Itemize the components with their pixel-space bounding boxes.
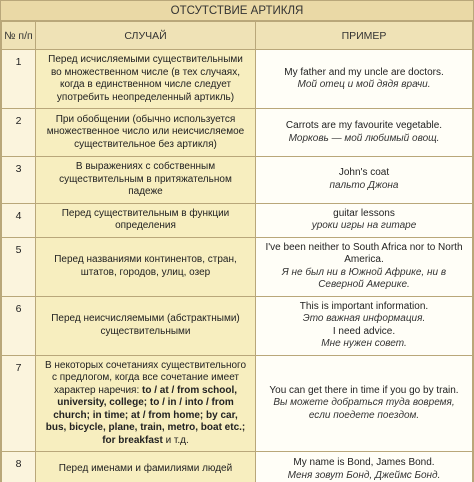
example-ru-2: Мне нужен совет. (321, 338, 407, 349)
row-case (36, 355, 256, 452)
table-title: ОТСУТСТВИЕ АРТИКЛЯ (1, 1, 473, 21)
example-en: My name is Bond, James Bond. (293, 457, 435, 468)
example-en-2: I need advice. (332, 325, 396, 337)
header-example: ПРИМЕР (256, 22, 473, 50)
example-en: You can get there in time if you go by train. (269, 384, 459, 396)
table-row (2, 452, 473, 482)
row-example (256, 452, 473, 482)
row-example (256, 237, 473, 296)
header-num: № п/п (2, 22, 36, 50)
example-ru: уроки игры на гитаре (311, 220, 417, 231)
row-case: При обобщении (обычно используется множественное число или неисчисляемое существительное без артикля) (36, 109, 256, 157)
example-ru: Мой отец и мой дядя врачи. (297, 79, 431, 90)
case-phrases: to / at / from school, university, college; to / in / into / from church; in time; at / from home; by car, bus, bicycle, plane, train, metro, boat etc.; for breakfast (45, 384, 246, 446)
row-num: 2 (2, 109, 36, 157)
example-en: This is important information. (299, 300, 429, 312)
row-example (256, 203, 473, 237)
row-case: В выражениях с собственным существительным в притяжательном падеже (36, 157, 256, 204)
row-num: 8 (2, 452, 36, 482)
header-case: СЛУЧАЙ (36, 22, 256, 50)
row-example (256, 157, 473, 204)
row-example (256, 50, 473, 109)
example-ru: Вы можете добраться туда вовремя, если поедете поездом. (273, 397, 455, 421)
row-case: Перед названиями континентов, стран, штатов, городов, улиц, озер (36, 237, 256, 296)
row-example (256, 355, 473, 452)
table-row (2, 203, 473, 237)
example-ru: Меня зовут Бонд, Джеймс Бонд. (287, 469, 441, 481)
example-ru: Это важная информация. (302, 313, 426, 324)
row-num: 6 (2, 296, 36, 355)
row-case: Перед неисчисляемыми (абстрактными) существительными (36, 296, 256, 355)
example-ru: Морковь — мой любимый овощ. (288, 132, 440, 144)
example-en: My father and my uncle are doctors. (284, 66, 444, 78)
table-row (2, 237, 473, 296)
table-row (2, 355, 473, 452)
row-example (256, 296, 473, 355)
table-row (2, 157, 473, 204)
case-ending: и т.д. (165, 434, 189, 446)
example-en: John's coat (338, 167, 390, 179)
row-case: Перед существительным в функции определения (36, 203, 256, 237)
article-table (1, 21, 473, 482)
row-num: 3 (2, 157, 36, 204)
row-example (256, 109, 473, 157)
example-en: guitar lessons (333, 207, 395, 219)
row-num: 4 (2, 203, 36, 237)
row-num: 1 (2, 50, 36, 109)
header-row (2, 22, 473, 50)
row-num: 5 (2, 237, 36, 296)
example-en: Carrots are my favourite vegetable. (285, 120, 443, 131)
table-row (2, 109, 473, 157)
row-case: Перед именами и фамилиями людей (36, 452, 256, 482)
table-row (2, 50, 473, 109)
example-en: I've been neither to South Africa nor to North America. (265, 241, 463, 265)
example-ru: Я не был ни в Южной Африке, ни в Северной Америке. (281, 266, 447, 290)
row-num: 7 (2, 355, 36, 452)
case-intro: В некоторых сочетаниях существительного с предлогом, когда все сочетание имеет характер наречия: (44, 359, 247, 396)
row-case: Перед исчисляемыми существительными во множественном числе (в тех случаях, когда в единственном числе следует употребить неопределенный артикль) (36, 50, 256, 109)
table-row (2, 296, 473, 355)
example-ru: пальто Джона (329, 179, 399, 191)
